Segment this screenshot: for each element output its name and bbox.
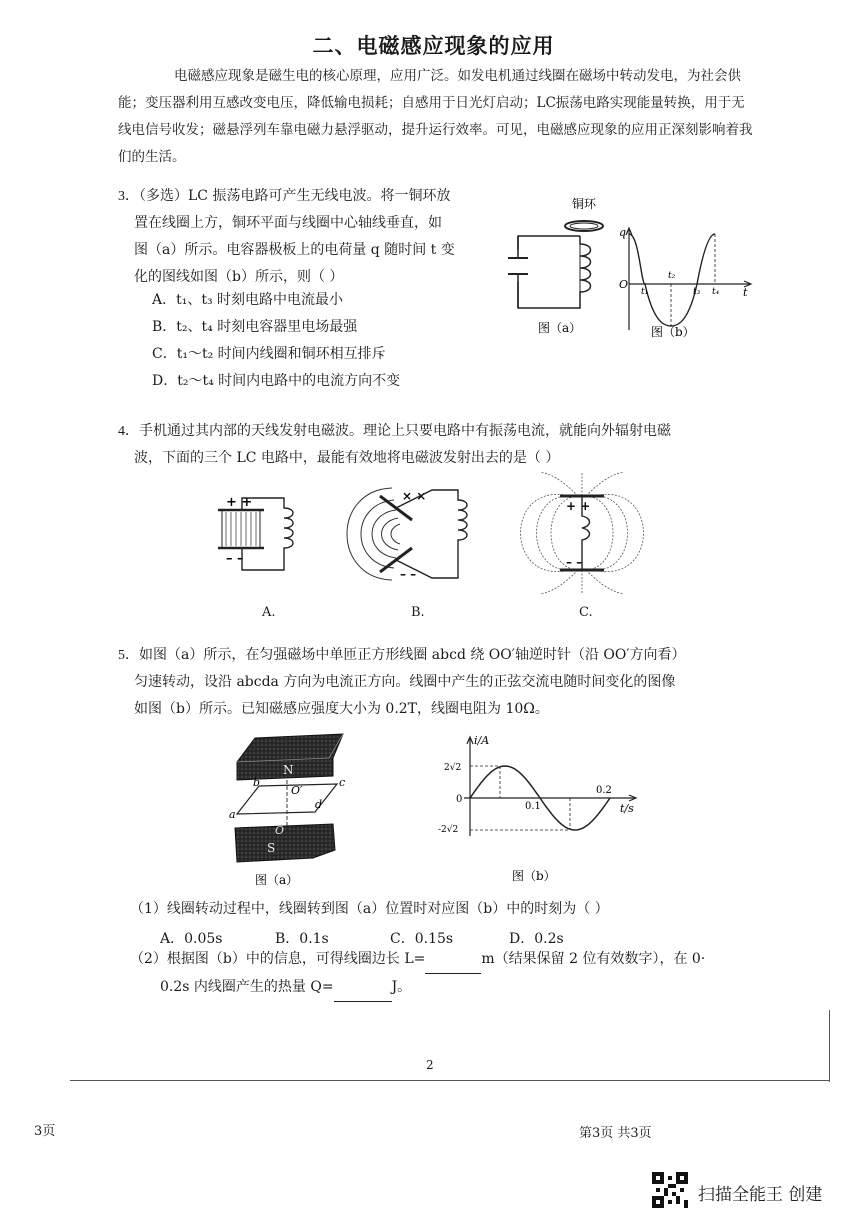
ring-label: 铜环 xyxy=(572,197,597,211)
lc-wire xyxy=(518,236,580,308)
t-axis-label: t xyxy=(743,286,748,299)
q3-option-a: A．t₁、t₃ 时刻电路中电流最小 xyxy=(152,292,344,308)
q4-circuit-b xyxy=(340,478,480,590)
q3-line-4: 化的图线如图（b）所示，则（ ） xyxy=(134,269,344,285)
q3-fig-b-caption: 图（b） xyxy=(651,325,695,339)
x-02-label: 0.2 xyxy=(596,785,612,796)
intro-paragraph xyxy=(118,63,758,171)
origin-label: O xyxy=(619,278,629,291)
svg-text:– –: – – xyxy=(226,551,244,566)
q5-sub1-option-a: A．0.05s xyxy=(160,931,223,947)
footer-left: 3页 xyxy=(34,1124,56,1139)
magnet-s-label: S xyxy=(267,841,276,855)
answer-blank-q[interactable] xyxy=(334,974,392,1002)
pt-d: d xyxy=(315,798,323,811)
pt-o-bottom: O xyxy=(275,824,285,837)
svg-text:– –: – – xyxy=(566,555,583,569)
q4-stem-1: 手机通过其内部的天线发射电磁波。理论上只要电路中有振荡电流，就能向外辐射电磁 xyxy=(139,423,671,439)
q3-fig-a-caption: 图（a） xyxy=(538,321,582,335)
pt-a: a xyxy=(229,808,236,821)
question-4 xyxy=(118,418,778,472)
answer-blank-l[interactable] xyxy=(425,946,481,974)
q3-figure-b xyxy=(615,222,755,340)
section-title: 二、电磁感应现象的应用 xyxy=(312,34,555,58)
svg-text:+ +: + + xyxy=(566,499,591,513)
q4-circuit-c xyxy=(520,468,650,598)
qr-code-icon xyxy=(652,1172,688,1208)
y-bottom-label: -2√2 xyxy=(438,825,459,835)
pt-b: b xyxy=(253,776,261,789)
question-5 xyxy=(118,642,798,723)
q4-line-1 xyxy=(118,418,778,445)
q5-sub1-option-b: B．0.1s xyxy=(275,931,329,947)
q5-line-3: 如图（b）所示。已知磁感应强度大小为 0.2T，线圈电阻为 10Ω。 xyxy=(134,701,549,717)
pt-o-top: O′ xyxy=(291,784,303,797)
q5-sub2-text-2: m（结果保留 2 位有效数字），在 0· xyxy=(481,951,706,967)
q4-line-2: 波，下面的三个 LC 电路中，最能有效地将电磁波发射出去的是（ ） xyxy=(134,450,560,466)
q3-option-b: B．t₂、t₄ 时刻电容器里电场最强 xyxy=(152,319,358,335)
q5-sub1: （1）线圈转动过程中，线圈转到图（a）位置时对应图（b）中的时刻为（ ） xyxy=(130,901,609,917)
q5-sub2-line-2 xyxy=(130,974,770,1002)
q3-line-3: 图（a）所示。电容器极板上的电荷量 q 随时间 t 变 xyxy=(134,242,455,258)
y-top-label: 2√2 xyxy=(444,763,462,773)
t2-label: t₂ xyxy=(668,271,676,281)
q5-sub2-text-1: （2）根据图（b）中的信息，可得线圈边长 L= xyxy=(130,951,426,967)
q5-stem-1: 如图（a）所示，在匀强磁场中单匝正方形线圈 abcd 绕 OO′轴逆时针（沿 OO′方向看） xyxy=(139,647,686,663)
watermark-text: 扫描全能王 创建 xyxy=(698,1185,823,1205)
q4-label-b: B. xyxy=(411,605,425,620)
q5-line-2: 匀速转动，设沿 abcda 方向为电流正方向。线圈中产生的正弦交流电随时间变化的图像 xyxy=(134,674,676,690)
q5-number: 5． xyxy=(118,648,139,663)
q4-circuit-a xyxy=(212,490,312,580)
pt-c: c xyxy=(339,776,346,789)
q3-option-c: C．t₁～t₂ 时间内线圈和铜环相互排斥 xyxy=(152,346,386,362)
svg-text:+ +: + + xyxy=(226,495,253,510)
q3-line-2: 置在线圈上方，铜环平面与线圈中心轴线垂直，如 xyxy=(134,215,442,231)
q5-line-1 xyxy=(118,642,798,669)
svg-text:× ×: × × xyxy=(402,489,427,503)
q3-number: 3． xyxy=(118,189,139,204)
page-number: 2 xyxy=(426,1058,434,1072)
q5-sub1-option-c: C．0.15s xyxy=(390,931,454,947)
x-01-label: 0.1 xyxy=(525,801,541,812)
q5-figure-a xyxy=(225,728,365,890)
q5-sub2-text-4: J。 xyxy=(391,979,412,995)
zero-label: 0 xyxy=(456,794,463,805)
page-right-border xyxy=(829,1010,830,1082)
q5-fig-b-caption: 图（b） xyxy=(512,869,556,883)
magnet-n-label: N xyxy=(283,763,294,777)
t3-label: t₃ xyxy=(693,287,701,297)
q5-figure-b xyxy=(430,732,650,888)
magnet-s xyxy=(235,824,335,862)
q3-option-d: D．t₂～t₄ 时间内电路中的电流方向不变 xyxy=(152,373,401,389)
q5-fig-a-caption: 图（a） xyxy=(255,873,299,887)
q3-stem-1: （多选）LC 振荡电路可产生无线电波。将一铜环放 xyxy=(139,188,451,204)
intro-text: 电磁感应现象是磁生电的核心原理，应用广泛。如发电机通过线圈在磁场中转动发电，为社会供能；变压器利用互感改变电压，降低输电损耗；自感用于日光灯启动；LC振荡电路实现能量转换，用于无线电信号收发；磁悬浮列车靠电磁力悬浮驱动，提升运行效率。可见，电磁感应现象的应用正深刻影响着我们的生活。 xyxy=(118,68,753,165)
t1-label: t₁ xyxy=(641,287,649,297)
t-axis-label-5: t/s xyxy=(620,802,634,815)
svg-text:– –: – – xyxy=(400,567,417,581)
q4-label-a: A. xyxy=(262,605,276,620)
page-bottom-border xyxy=(70,1080,830,1081)
q-axis-label: q xyxy=(619,226,627,239)
footer-right: 第3页 共3页 xyxy=(579,1126,652,1141)
coil xyxy=(580,236,591,298)
i-axis-label: i/A xyxy=(474,734,490,747)
q3-line-1 xyxy=(118,183,508,210)
q4-label-c: C. xyxy=(579,605,593,620)
q4-number: 4． xyxy=(118,424,139,439)
t4-label: t₄ xyxy=(712,287,720,297)
q5-sub2 xyxy=(130,946,770,1002)
q5-sub1-option-d: D．0.2s xyxy=(509,931,564,947)
q3-figure-a xyxy=(500,190,625,340)
question-3 xyxy=(118,183,508,291)
q5-sub2-line-1 xyxy=(130,946,770,974)
q5-sub2-text-3: 0.2s 内线圈产生的热量 Q= xyxy=(160,979,334,995)
